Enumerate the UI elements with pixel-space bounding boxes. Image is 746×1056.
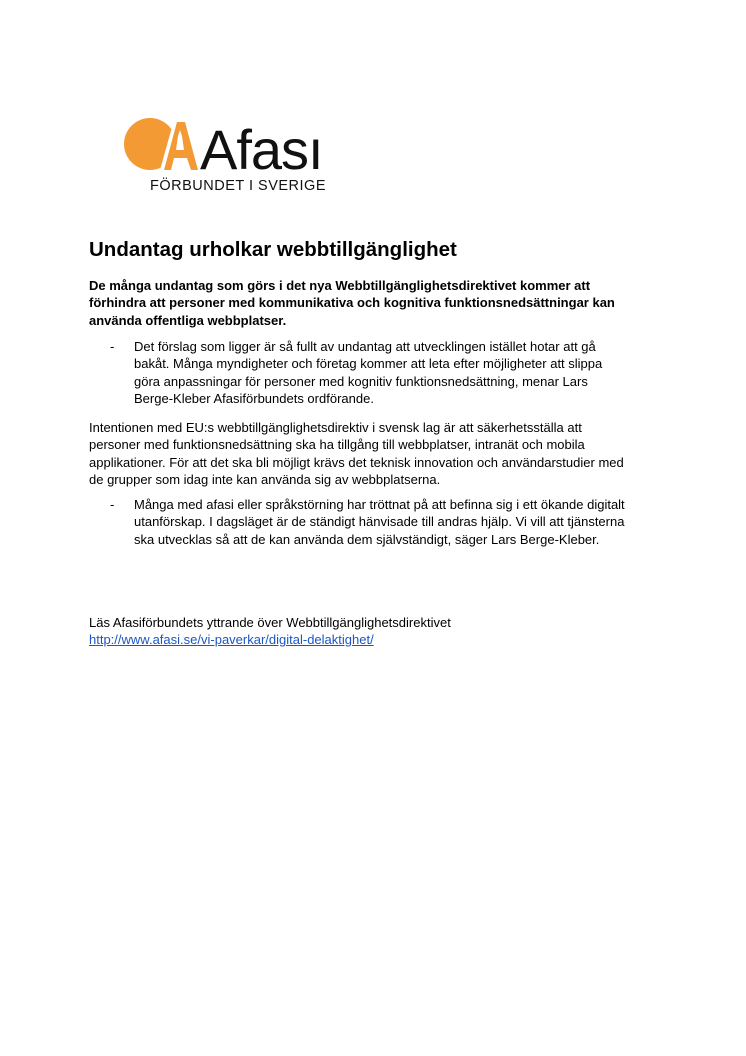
afasi-link[interactable]: http://www.afasi.se/vi-paverkar/digital-delaktighet/: [89, 632, 374, 648]
page-title: Undantag urholkar webbtillgänglighet: [89, 238, 457, 261]
bullet-text: [134, 338, 602, 407]
paragraph-line: personer med funktionsnedsättning ska ha tillgång till webbplatser, intranät och mobila: [89, 437, 585, 453]
lead-paragraph: [89, 277, 679, 329]
bullet-text: [134, 496, 625, 548]
bullet-line: göra anpassningar för personer med kognitiv funktionsnedsättning, menar Lars: [134, 373, 588, 389]
footer-text: Läs Afasiförbundets yttrande över Webbtillgänglighetsdirektivet: [89, 615, 451, 630]
bullet-line: bakåt. Många myndigheter och företag kommer att leta efter möjligheter att slippa: [134, 356, 603, 372]
paragraph-line: Intentionen med EU:s webbtillgänglighetsdirektiv i svensk lag är att säkerhetsställa att: [89, 420, 582, 435]
body-paragraph: [89, 419, 689, 488]
bullet-dash: -: [110, 339, 115, 354]
logo-wordmark: Afası: [200, 118, 323, 181]
afasi-logo: [122, 116, 332, 198]
bullet-line: ska utvecklas så att de kan använda dem självständigt, säger Lars Berge-Kleber.: [134, 531, 600, 547]
footer: [89, 614, 451, 649]
bullet-line: Många med afasi eller språkstörning har tröttnat på att befinna sig i ett ökande digitalt: [134, 497, 625, 512]
paragraph-line: applikationer. För att det ska bli möjligt krävs det teknisk innovation och användarstudier med: [89, 454, 624, 470]
lead-line: De många undantag som görs i det nya Webbtillgänglighetsdirektivet kommer att: [89, 278, 591, 293]
afasi-logo-mark-icon: [122, 116, 202, 180]
paragraph-line: de grupper som idag inte kan använda sig av webbplatserna.: [89, 471, 441, 487]
lead-line: använda offentliga webbplatser.: [89, 312, 287, 328]
logo-tagline: FÖRBUNDET I SVERIGE: [150, 178, 327, 194]
bullet-line: Det förslag som ligger är så fullt av undantag att utvecklingen istället hotar att gå: [134, 339, 596, 354]
bullet-dash: -: [110, 497, 115, 512]
bullet-line: utanförskap. I dagsläget är de ständigt hänvisade till andras hjälp. Vi vill att tjänsterna: [134, 514, 625, 530]
lead-line: förhindra att personer med kommunikativa och kognitiva funktionsnedsättningar kan: [89, 295, 615, 311]
bullet-line: Berge-Kleber Afasiförbundets ordförande.: [134, 390, 374, 406]
